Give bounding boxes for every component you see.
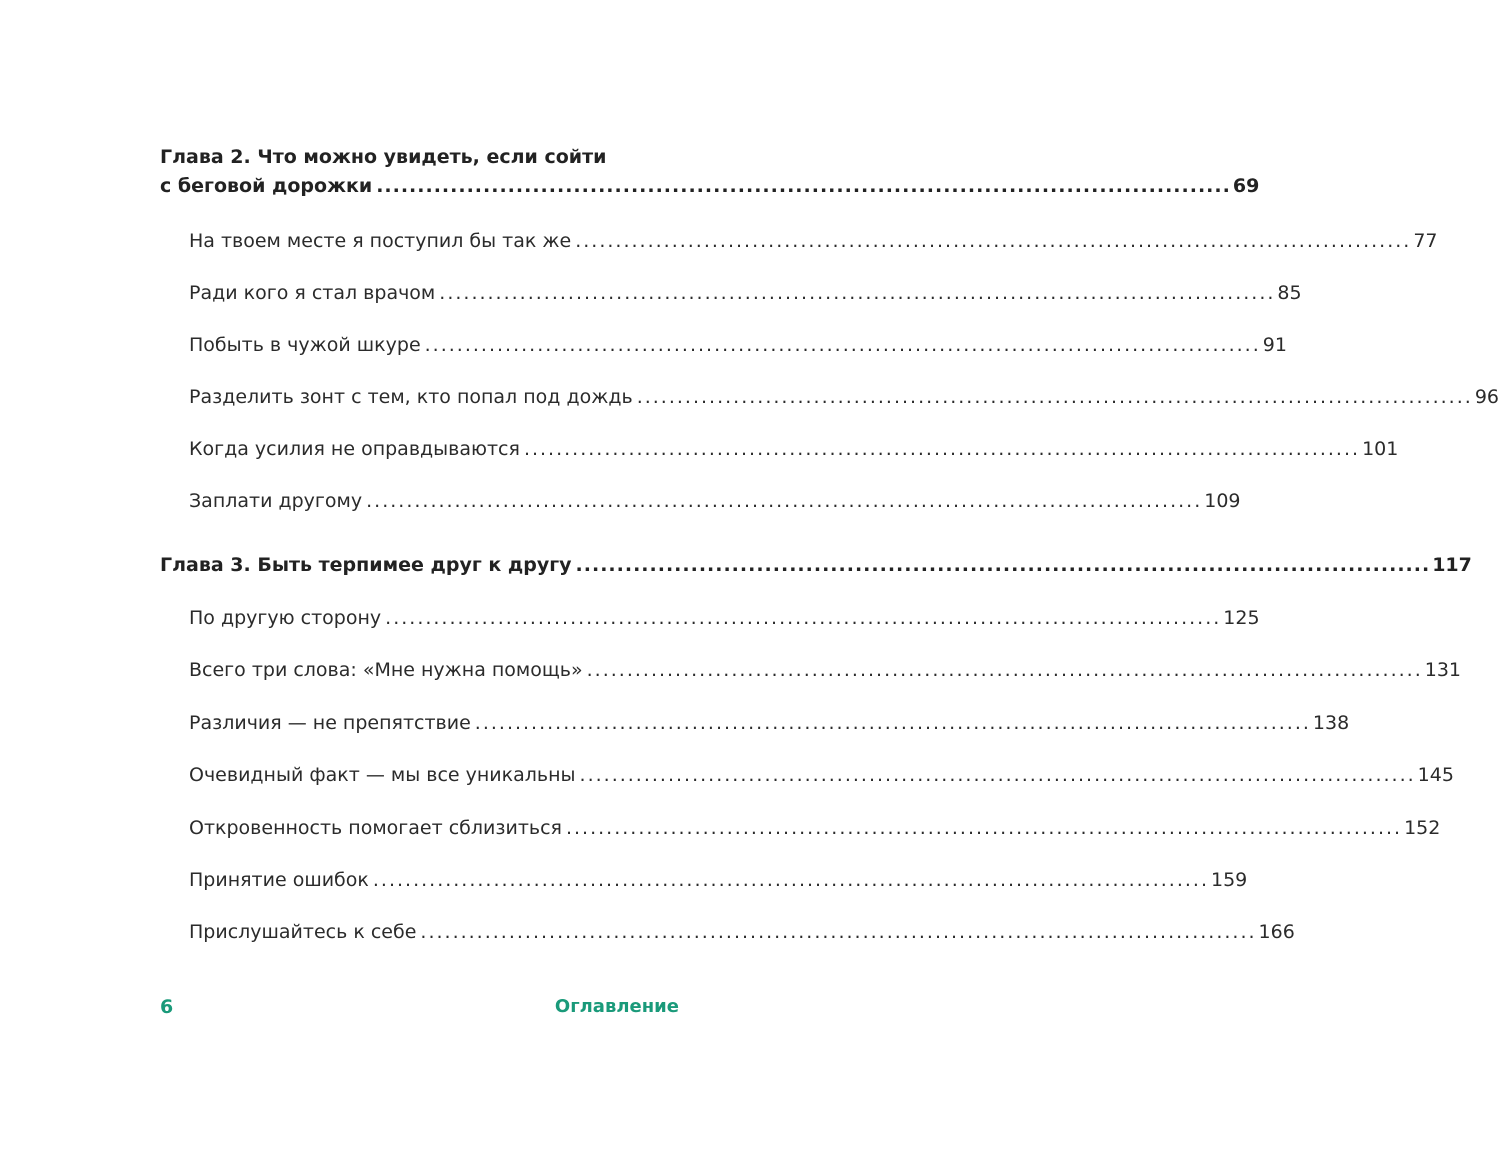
dot-leader: ........................................................................................................ — [586, 659, 1423, 681]
dot-leader: ........................................................................................................ — [420, 921, 1257, 943]
entry-title: Заплати другому — [189, 490, 363, 512]
entry-title: Различия — не препятствие — [189, 712, 471, 734]
toc-entry[interactable] — [189, 710, 1350, 736]
toc-entry[interactable] — [189, 657, 1462, 683]
footer-section-title: Оглавление — [554, 996, 679, 1017]
dot-leader: ........................................................................................................ — [372, 869, 1209, 891]
chapter-heading[interactable] — [160, 551, 1472, 580]
entry-page-number: 145 — [1417, 764, 1454, 786]
dot-leader: ........................................................................................................ — [385, 607, 1222, 629]
entry-title: Очевидный факт — мы все уникальны — [189, 764, 576, 786]
entry-title: На твоем месте я поступил бы так же — [189, 230, 572, 252]
toc-entry[interactable] — [189, 332, 1287, 358]
footer-page-number: 6 — [160, 996, 174, 1018]
entry-page-number: 109 — [1204, 490, 1241, 512]
entry-title: Откровенность помогает сблизиться — [189, 817, 562, 839]
dot-leader: ........................................................................................................ — [575, 554, 1431, 576]
dot-leader: ........................................................................................................ — [439, 282, 1276, 304]
dot-leader: ........................................................................................................ — [579, 764, 1416, 786]
dot-leader: ........................................................................................................ — [366, 490, 1203, 512]
entry-title: Разделить зонт с тем, кто попал под дождь — [189, 386, 633, 408]
toc-entry[interactable] — [189, 815, 1441, 841]
entry-page-number: 125 — [1223, 607, 1260, 629]
dot-leader: ........................................................................................................ — [565, 817, 1403, 839]
toc-entry[interactable] — [189, 384, 1499, 410]
toc-entry[interactable] — [189, 605, 1260, 631]
entry-page-number: 138 — [1312, 712, 1350, 734]
dot-leader: ........................................................................................................ — [376, 175, 1231, 197]
chapter-title-line2-row — [160, 172, 1260, 201]
chapter-page-number: 69 — [1232, 175, 1260, 197]
entry-page-number: 159 — [1211, 869, 1248, 891]
entry-page-number: 85 — [1277, 282, 1302, 304]
chapter-title-line1: Глава 2. Что можно увидеть, если сойти — [160, 146, 607, 168]
dot-leader: ........................................................................................................ — [636, 386, 1473, 408]
entry-title: Прислушайтесь к себе — [189, 921, 417, 943]
entry-page-number: 101 — [1362, 438, 1399, 460]
toc-entry[interactable] — [189, 488, 1241, 514]
entry-page-number: 91 — [1262, 334, 1287, 356]
entry-title: Ради кого я стал врачом — [189, 282, 436, 304]
chapter-page-number: 117 — [1432, 554, 1472, 576]
entry-page-number: 131 — [1424, 659, 1462, 681]
chapter-title-line2: с беговой дорожки — [160, 175, 373, 197]
dot-leader: ........................................................................................................ — [523, 438, 1361, 460]
entry-title: Всего три слова: «Мне нужна помощь» — [189, 659, 583, 681]
toc-entry[interactable] — [189, 228, 1438, 254]
entry-title: Принятие ошибок — [189, 869, 369, 891]
toc-entry[interactable] — [189, 436, 1399, 462]
toc-entry[interactable] — [189, 762, 1454, 788]
dot-leader: ........................................................................................................ — [424, 334, 1261, 356]
toc-entry[interactable] — [189, 867, 1248, 893]
dot-leader: ........................................................................................................ — [474, 712, 1311, 734]
entry-title: Когда усилия не оправдываются — [189, 438, 520, 460]
entry-page-number: 166 — [1258, 921, 1295, 943]
entry-page-number: 152 — [1404, 817, 1441, 839]
toc-entry[interactable] — [189, 919, 1295, 945]
entry-title: Побыть в чужой шкуре — [189, 334, 421, 356]
dot-leader: ........................................................................................................ — [575, 230, 1412, 252]
entry-title: По другую сторону — [189, 607, 382, 629]
chapter-heading[interactable] — [160, 143, 1260, 201]
entry-page-number: 77 — [1413, 230, 1438, 252]
chapter-title: Глава 3. Быть терпимее друг к другу — [160, 554, 572, 576]
entry-page-number: 96 — [1474, 386, 1499, 408]
toc-entry[interactable] — [189, 280, 1302, 306]
